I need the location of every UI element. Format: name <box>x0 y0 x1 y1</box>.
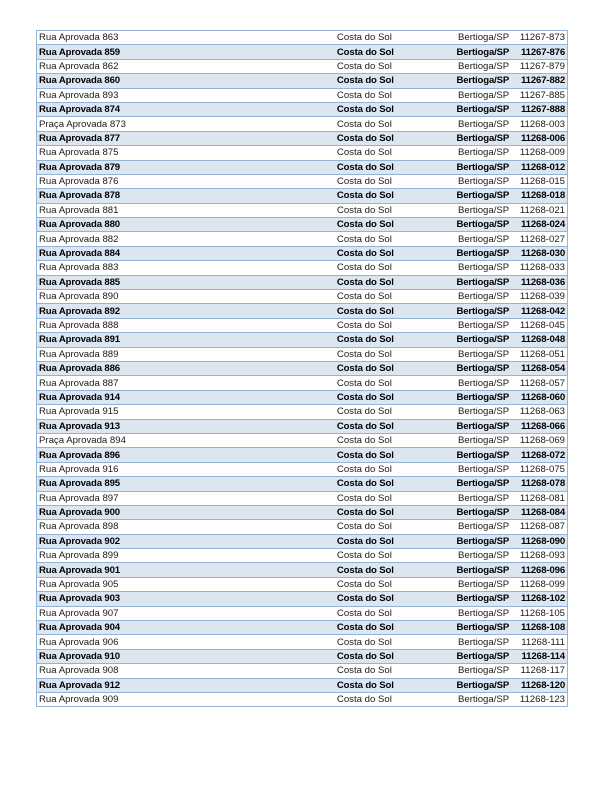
postal-code-cell: 11268-024 <box>511 218 567 232</box>
city-cell: Bertioga/SP <box>445 491 511 505</box>
street-cell: Rua Aprovada 899 <box>37 549 335 563</box>
postal-code-cell: 11268-093 <box>511 549 567 563</box>
city-cell: Bertioga/SP <box>445 304 511 318</box>
table-row <box>37 88 568 102</box>
table-row <box>37 232 568 246</box>
neighborhood-cell: Costa do Sol <box>335 102 446 116</box>
neighborhood-cell: Costa do Sol <box>335 174 446 188</box>
table-row <box>37 649 568 663</box>
postal-code-cell: 11268-120 <box>511 678 567 692</box>
table-row <box>37 31 568 45</box>
street-cell: Rua Aprovada 863 <box>37 31 335 45</box>
postal-code-cell: 11268-045 <box>511 318 567 332</box>
street-cell: Rua Aprovada 897 <box>37 491 335 505</box>
city-cell: Bertioga/SP <box>445 232 511 246</box>
postal-code-cell: 11267-882 <box>511 74 567 88</box>
street-cell: Rua Aprovada 909 <box>37 692 335 706</box>
street-cell: Rua Aprovada 883 <box>37 261 335 275</box>
table-row <box>37 102 568 116</box>
street-cell: Rua Aprovada 880 <box>37 218 335 232</box>
city-cell: Bertioga/SP <box>445 203 511 217</box>
city-cell: Bertioga/SP <box>445 405 511 419</box>
table-row <box>37 462 568 476</box>
street-cell: Rua Aprovada 876 <box>37 174 335 188</box>
neighborhood-cell: Costa do Sol <box>335 549 446 563</box>
street-cell: Praça Aprovada 894 <box>37 433 335 447</box>
postal-code-cell: 11268-054 <box>511 361 567 375</box>
postal-code-cell: 11268-090 <box>511 534 567 548</box>
city-cell: Bertioga/SP <box>445 462 511 476</box>
neighborhood-cell: Costa do Sol <box>335 577 446 591</box>
street-cell: Rua Aprovada 902 <box>37 534 335 548</box>
neighborhood-cell: Costa do Sol <box>335 477 446 491</box>
table-row <box>37 419 568 433</box>
neighborhood-cell: Costa do Sol <box>335 361 446 375</box>
neighborhood-cell: Costa do Sol <box>335 692 446 706</box>
table-row <box>37 520 568 534</box>
neighborhood-cell: Costa do Sol <box>335 261 446 275</box>
city-cell: Bertioga/SP <box>445 477 511 491</box>
neighborhood-cell: Costa do Sol <box>335 664 446 678</box>
street-cell: Rua Aprovada 882 <box>37 232 335 246</box>
postal-code-cell: 11267-888 <box>511 102 567 116</box>
postal-code-cell: 11268-096 <box>511 563 567 577</box>
city-cell: Bertioga/SP <box>445 549 511 563</box>
city-cell: Bertioga/SP <box>445 160 511 174</box>
city-cell: Bertioga/SP <box>445 45 511 59</box>
street-cell: Rua Aprovada 907 <box>37 606 335 620</box>
table-row <box>37 664 568 678</box>
neighborhood-cell: Costa do Sol <box>335 347 446 361</box>
table-row <box>37 390 568 404</box>
street-cell: Rua Aprovada 898 <box>37 520 335 534</box>
table-row <box>37 117 568 131</box>
address-table <box>36 30 568 707</box>
neighborhood-cell: Costa do Sol <box>335 203 446 217</box>
street-cell: Rua Aprovada 912 <box>37 678 335 692</box>
street-cell: Rua Aprovada 900 <box>37 505 335 519</box>
neighborhood-cell: Costa do Sol <box>335 635 446 649</box>
table-row <box>37 218 568 232</box>
neighborhood-cell: Costa do Sol <box>335 491 446 505</box>
postal-code-cell: 11268-048 <box>511 333 567 347</box>
postal-code-cell: 11268-069 <box>511 433 567 447</box>
street-cell: Rua Aprovada 916 <box>37 462 335 476</box>
neighborhood-cell: Costa do Sol <box>335 649 446 663</box>
neighborhood-cell: Costa do Sol <box>335 45 446 59</box>
neighborhood-cell: Costa do Sol <box>335 146 446 160</box>
city-cell: Bertioga/SP <box>445 419 511 433</box>
neighborhood-cell: Costa do Sol <box>335 592 446 606</box>
neighborhood-cell: Costa do Sol <box>335 433 446 447</box>
table-row <box>37 477 568 491</box>
neighborhood-cell: Costa do Sol <box>335 218 446 232</box>
neighborhood-cell: Costa do Sol <box>335 88 446 102</box>
postal-code-cell: 11268-066 <box>511 419 567 433</box>
city-cell: Bertioga/SP <box>445 534 511 548</box>
postal-code-cell: 11268-108 <box>511 621 567 635</box>
table-row <box>37 563 568 577</box>
postal-code-cell: 11268-009 <box>511 146 567 160</box>
city-cell: Bertioga/SP <box>445 361 511 375</box>
street-cell: Rua Aprovada 888 <box>37 318 335 332</box>
city-cell: Bertioga/SP <box>445 635 511 649</box>
city-cell: Bertioga/SP <box>445 261 511 275</box>
neighborhood-cell: Costa do Sol <box>335 189 446 203</box>
city-cell: Bertioga/SP <box>445 678 511 692</box>
postal-code-cell: 11268-075 <box>511 462 567 476</box>
city-cell: Bertioga/SP <box>445 59 511 73</box>
table-row <box>37 174 568 188</box>
table-row <box>37 261 568 275</box>
postal-code-cell: 11267-879 <box>511 59 567 73</box>
neighborhood-cell: Costa do Sol <box>335 419 446 433</box>
table-row <box>37 433 568 447</box>
postal-code-cell: 11268-036 <box>511 275 567 289</box>
city-cell: Bertioga/SP <box>445 563 511 577</box>
postal-code-cell: 11268-072 <box>511 448 567 462</box>
street-cell: Rua Aprovada 915 <box>37 405 335 419</box>
neighborhood-cell: Costa do Sol <box>335 621 446 635</box>
table-row <box>37 74 568 88</box>
street-cell: Rua Aprovada 889 <box>37 347 335 361</box>
neighborhood-cell: Costa do Sol <box>335 246 446 260</box>
city-cell: Bertioga/SP <box>445 606 511 620</box>
address-table-body <box>37 31 568 707</box>
postal-code-cell: 11267-876 <box>511 45 567 59</box>
street-cell: Rua Aprovada 875 <box>37 146 335 160</box>
table-row <box>37 361 568 375</box>
street-cell: Rua Aprovada 901 <box>37 563 335 577</box>
street-cell: Rua Aprovada 860 <box>37 74 335 88</box>
postal-code-cell: 11268-033 <box>511 261 567 275</box>
table-row <box>37 131 568 145</box>
city-cell: Bertioga/SP <box>445 433 511 447</box>
postal-code-cell: 11268-084 <box>511 505 567 519</box>
table-row <box>37 160 568 174</box>
table-row <box>37 592 568 606</box>
neighborhood-cell: Costa do Sol <box>335 505 446 519</box>
postal-code-cell: 11268-078 <box>511 477 567 491</box>
postal-code-cell: 11268-123 <box>511 692 567 706</box>
neighborhood-cell: Costa do Sol <box>335 131 446 145</box>
neighborhood-cell: Costa do Sol <box>335 376 446 390</box>
city-cell: Bertioga/SP <box>445 448 511 462</box>
table-row <box>37 491 568 505</box>
city-cell: Bertioga/SP <box>445 102 511 116</box>
neighborhood-cell: Costa do Sol <box>335 160 446 174</box>
city-cell: Bertioga/SP <box>445 146 511 160</box>
table-row <box>37 347 568 361</box>
city-cell: Bertioga/SP <box>445 520 511 534</box>
table-row <box>37 577 568 591</box>
postal-code-cell: 11268-018 <box>511 189 567 203</box>
city-cell: Bertioga/SP <box>445 347 511 361</box>
city-cell: Bertioga/SP <box>445 376 511 390</box>
postal-code-cell: 11268-015 <box>511 174 567 188</box>
neighborhood-cell: Costa do Sol <box>335 606 446 620</box>
postal-code-cell: 11268-030 <box>511 246 567 260</box>
neighborhood-cell: Costa do Sol <box>335 405 446 419</box>
postal-code-cell: 11268-111 <box>511 635 567 649</box>
table-row <box>37 59 568 73</box>
postal-code-cell: 11268-063 <box>511 405 567 419</box>
neighborhood-cell: Costa do Sol <box>335 117 446 131</box>
street-cell: Rua Aprovada 913 <box>37 419 335 433</box>
postal-code-cell: 11268-021 <box>511 203 567 217</box>
street-cell: Rua Aprovada 905 <box>37 577 335 591</box>
postal-code-cell: 11268-039 <box>511 290 567 304</box>
city-cell: Bertioga/SP <box>445 117 511 131</box>
postal-code-cell: 11268-117 <box>511 664 567 678</box>
street-cell: Rua Aprovada 887 <box>37 376 335 390</box>
neighborhood-cell: Costa do Sol <box>335 232 446 246</box>
postal-code-cell: 11268-012 <box>511 160 567 174</box>
city-cell: Bertioga/SP <box>445 692 511 706</box>
postal-code-cell: 11268-060 <box>511 390 567 404</box>
street-cell: Rua Aprovada 878 <box>37 189 335 203</box>
street-cell: Rua Aprovada 895 <box>37 477 335 491</box>
city-cell: Bertioga/SP <box>445 577 511 591</box>
city-cell: Bertioga/SP <box>445 74 511 88</box>
neighborhood-cell: Costa do Sol <box>335 390 446 404</box>
postal-code-cell: 11268-081 <box>511 491 567 505</box>
table-row <box>37 246 568 260</box>
street-cell: Rua Aprovada 893 <box>37 88 335 102</box>
neighborhood-cell: Costa do Sol <box>335 318 446 332</box>
table-row <box>37 678 568 692</box>
neighborhood-cell: Costa do Sol <box>335 534 446 548</box>
table-row <box>37 405 568 419</box>
street-cell: Rua Aprovada 890 <box>37 290 335 304</box>
street-cell: Rua Aprovada 908 <box>37 664 335 678</box>
neighborhood-cell: Costa do Sol <box>335 275 446 289</box>
table-row <box>37 692 568 706</box>
neighborhood-cell: Costa do Sol <box>335 31 446 45</box>
postal-code-cell: 11268-006 <box>511 131 567 145</box>
postal-code-cell: 11267-873 <box>511 31 567 45</box>
table-row <box>37 146 568 160</box>
street-cell: Rua Aprovada 879 <box>37 160 335 174</box>
street-cell: Rua Aprovada 906 <box>37 635 335 649</box>
city-cell: Bertioga/SP <box>445 318 511 332</box>
table-row <box>37 448 568 462</box>
city-cell: Bertioga/SP <box>445 174 511 188</box>
city-cell: Bertioga/SP <box>445 189 511 203</box>
street-cell: Rua Aprovada 862 <box>37 59 335 73</box>
table-row <box>37 635 568 649</box>
street-cell: Rua Aprovada 904 <box>37 621 335 635</box>
table-row <box>37 45 568 59</box>
table-row <box>37 549 568 563</box>
postal-code-cell: 11268-003 <box>511 117 567 131</box>
table-row <box>37 606 568 620</box>
street-cell: Rua Aprovada 877 <box>37 131 335 145</box>
neighborhood-cell: Costa do Sol <box>335 563 446 577</box>
neighborhood-cell: Costa do Sol <box>335 448 446 462</box>
street-cell: Rua Aprovada 884 <box>37 246 335 260</box>
table-row <box>37 376 568 390</box>
city-cell: Bertioga/SP <box>445 290 511 304</box>
street-cell: Rua Aprovada 910 <box>37 649 335 663</box>
street-cell: Rua Aprovada 892 <box>37 304 335 318</box>
city-cell: Bertioga/SP <box>445 505 511 519</box>
street-cell: Rua Aprovada 859 <box>37 45 335 59</box>
postal-code-cell: 11267-885 <box>511 88 567 102</box>
city-cell: Bertioga/SP <box>445 31 511 45</box>
table-row <box>37 318 568 332</box>
city-cell: Bertioga/SP <box>445 592 511 606</box>
postal-code-cell: 11268-114 <box>511 649 567 663</box>
city-cell: Bertioga/SP <box>445 664 511 678</box>
neighborhood-cell: Costa do Sol <box>335 333 446 347</box>
street-cell: Rua Aprovada 885 <box>37 275 335 289</box>
table-row <box>37 290 568 304</box>
city-cell: Bertioga/SP <box>445 621 511 635</box>
postal-code-cell: 11268-027 <box>511 232 567 246</box>
postal-code-cell: 11268-102 <box>511 592 567 606</box>
neighborhood-cell: Costa do Sol <box>335 520 446 534</box>
table-row <box>37 189 568 203</box>
street-cell: Rua Aprovada 903 <box>37 592 335 606</box>
street-cell: Rua Aprovada 896 <box>37 448 335 462</box>
neighborhood-cell: Costa do Sol <box>335 678 446 692</box>
neighborhood-cell: Costa do Sol <box>335 59 446 73</box>
street-cell: Rua Aprovada 891 <box>37 333 335 347</box>
city-cell: Bertioga/SP <box>445 333 511 347</box>
table-row <box>37 505 568 519</box>
table-row <box>37 304 568 318</box>
neighborhood-cell: Costa do Sol <box>335 74 446 88</box>
city-cell: Bertioga/SP <box>445 275 511 289</box>
city-cell: Bertioga/SP <box>445 131 511 145</box>
postal-code-cell: 11268-051 <box>511 347 567 361</box>
table-row <box>37 621 568 635</box>
street-cell: Rua Aprovada 886 <box>37 361 335 375</box>
city-cell: Bertioga/SP <box>445 246 511 260</box>
postal-code-cell: 11268-087 <box>511 520 567 534</box>
city-cell: Bertioga/SP <box>445 390 511 404</box>
city-cell: Bertioga/SP <box>445 218 511 232</box>
table-row <box>37 534 568 548</box>
city-cell: Bertioga/SP <box>445 88 511 102</box>
table-row <box>37 275 568 289</box>
postal-code-cell: 11268-099 <box>511 577 567 591</box>
postal-code-cell: 11268-105 <box>511 606 567 620</box>
table-row <box>37 333 568 347</box>
neighborhood-cell: Costa do Sol <box>335 462 446 476</box>
city-cell: Bertioga/SP <box>445 649 511 663</box>
postal-code-cell: 11268-042 <box>511 304 567 318</box>
street-cell: Praça Aprovada 873 <box>37 117 335 131</box>
neighborhood-cell: Costa do Sol <box>335 304 446 318</box>
table-row <box>37 203 568 217</box>
street-cell: Rua Aprovada 914 <box>37 390 335 404</box>
neighborhood-cell: Costa do Sol <box>335 290 446 304</box>
street-cell: Rua Aprovada 874 <box>37 102 335 116</box>
street-cell: Rua Aprovada 881 <box>37 203 335 217</box>
postal-code-cell: 11268-057 <box>511 376 567 390</box>
